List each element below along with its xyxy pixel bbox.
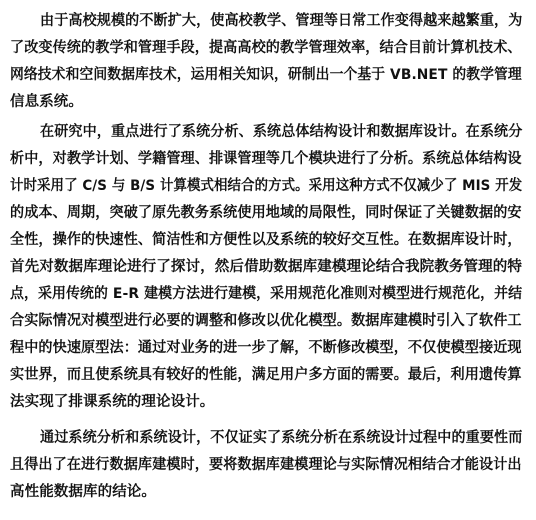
paragraph-2-line-8: 合实际情况对模型进行必要的调整和修改以优化模型。数据库建模时引入了软件工: [10, 313, 522, 329]
paragraph-1-line-4: 信息系统。: [10, 94, 83, 110]
paragraph-2-line-3: 计时采用了 C/S 与 B/S 计算模式相结合的方式。采用这种方式不仅减少了 MIS 开发: [10, 178, 523, 194]
paragraph-2-line-7: 点，采用传统的 E-R 建模方法进行建模，采用规范化准则对模型进行规范化，并结: [10, 286, 523, 302]
paragraph-2-line-10: 实世界，而且使系统具有较好的性能，满足用户多方面的需要。最后，利用遗传算: [10, 367, 522, 383]
paragraph-2-line-1: 在研究中，重点进行了系统分析、系统总体结构设计和数据库设计。在系统分: [40, 124, 523, 140]
paragraph-2-line-11: 法实现了排课系统的理论设计。: [10, 394, 215, 410]
paragraph-2-line-4: 的成本、周期，突破了原先教务系统使用地域的局限性，同时保证了关键数据的安: [10, 205, 522, 221]
paragraph-1-line-3: 网络技术和空间数据库技术，运用相关知识，研制出一个基于 VB.NET 的教学管理: [10, 67, 522, 83]
paragraph-3-line-1: 通过系统分析和系统设计，不仅证实了系统分析在系统设计过程中的重要性而: [40, 430, 523, 446]
paragraph-1-line-1: 由于高校规模的不断扩大，使高校教学、管理等日常工作变得越来越繁重，为: [40, 13, 523, 29]
paragraph-3-line-2: 且得出了在进行数据库建模时，要将数据库建模理论与实际情况相结合才能设计出: [10, 457, 522, 473]
paragraph-2-line-2: 析中，对教学计划、学籍管理、排课管理等几个模块进行了分析。系统总体结构设: [10, 151, 522, 167]
paragraph-3-line-3: 高性能数据库的结论。: [10, 484, 156, 500]
paragraph-2-line-9: 程中的快速原型法：通过对业务的进一步了解，不断修改模型，不仅使模型接近现: [10, 340, 522, 356]
paragraph-2-line-5: 全性，操作的快速性、简洁性和方便性以及系统的较好交互性。在数据库设计时，: [10, 232, 522, 248]
paragraph-2-line-6: 首先对数据库理论进行了探讨，然后借助数据库建模理论结合我院教务管理的特: [10, 259, 523, 275]
paragraph-1-line-2: 了改变传统的教学和管理手段，提高高校的教学管理效率，结合目前计算机技术、: [10, 40, 522, 56]
